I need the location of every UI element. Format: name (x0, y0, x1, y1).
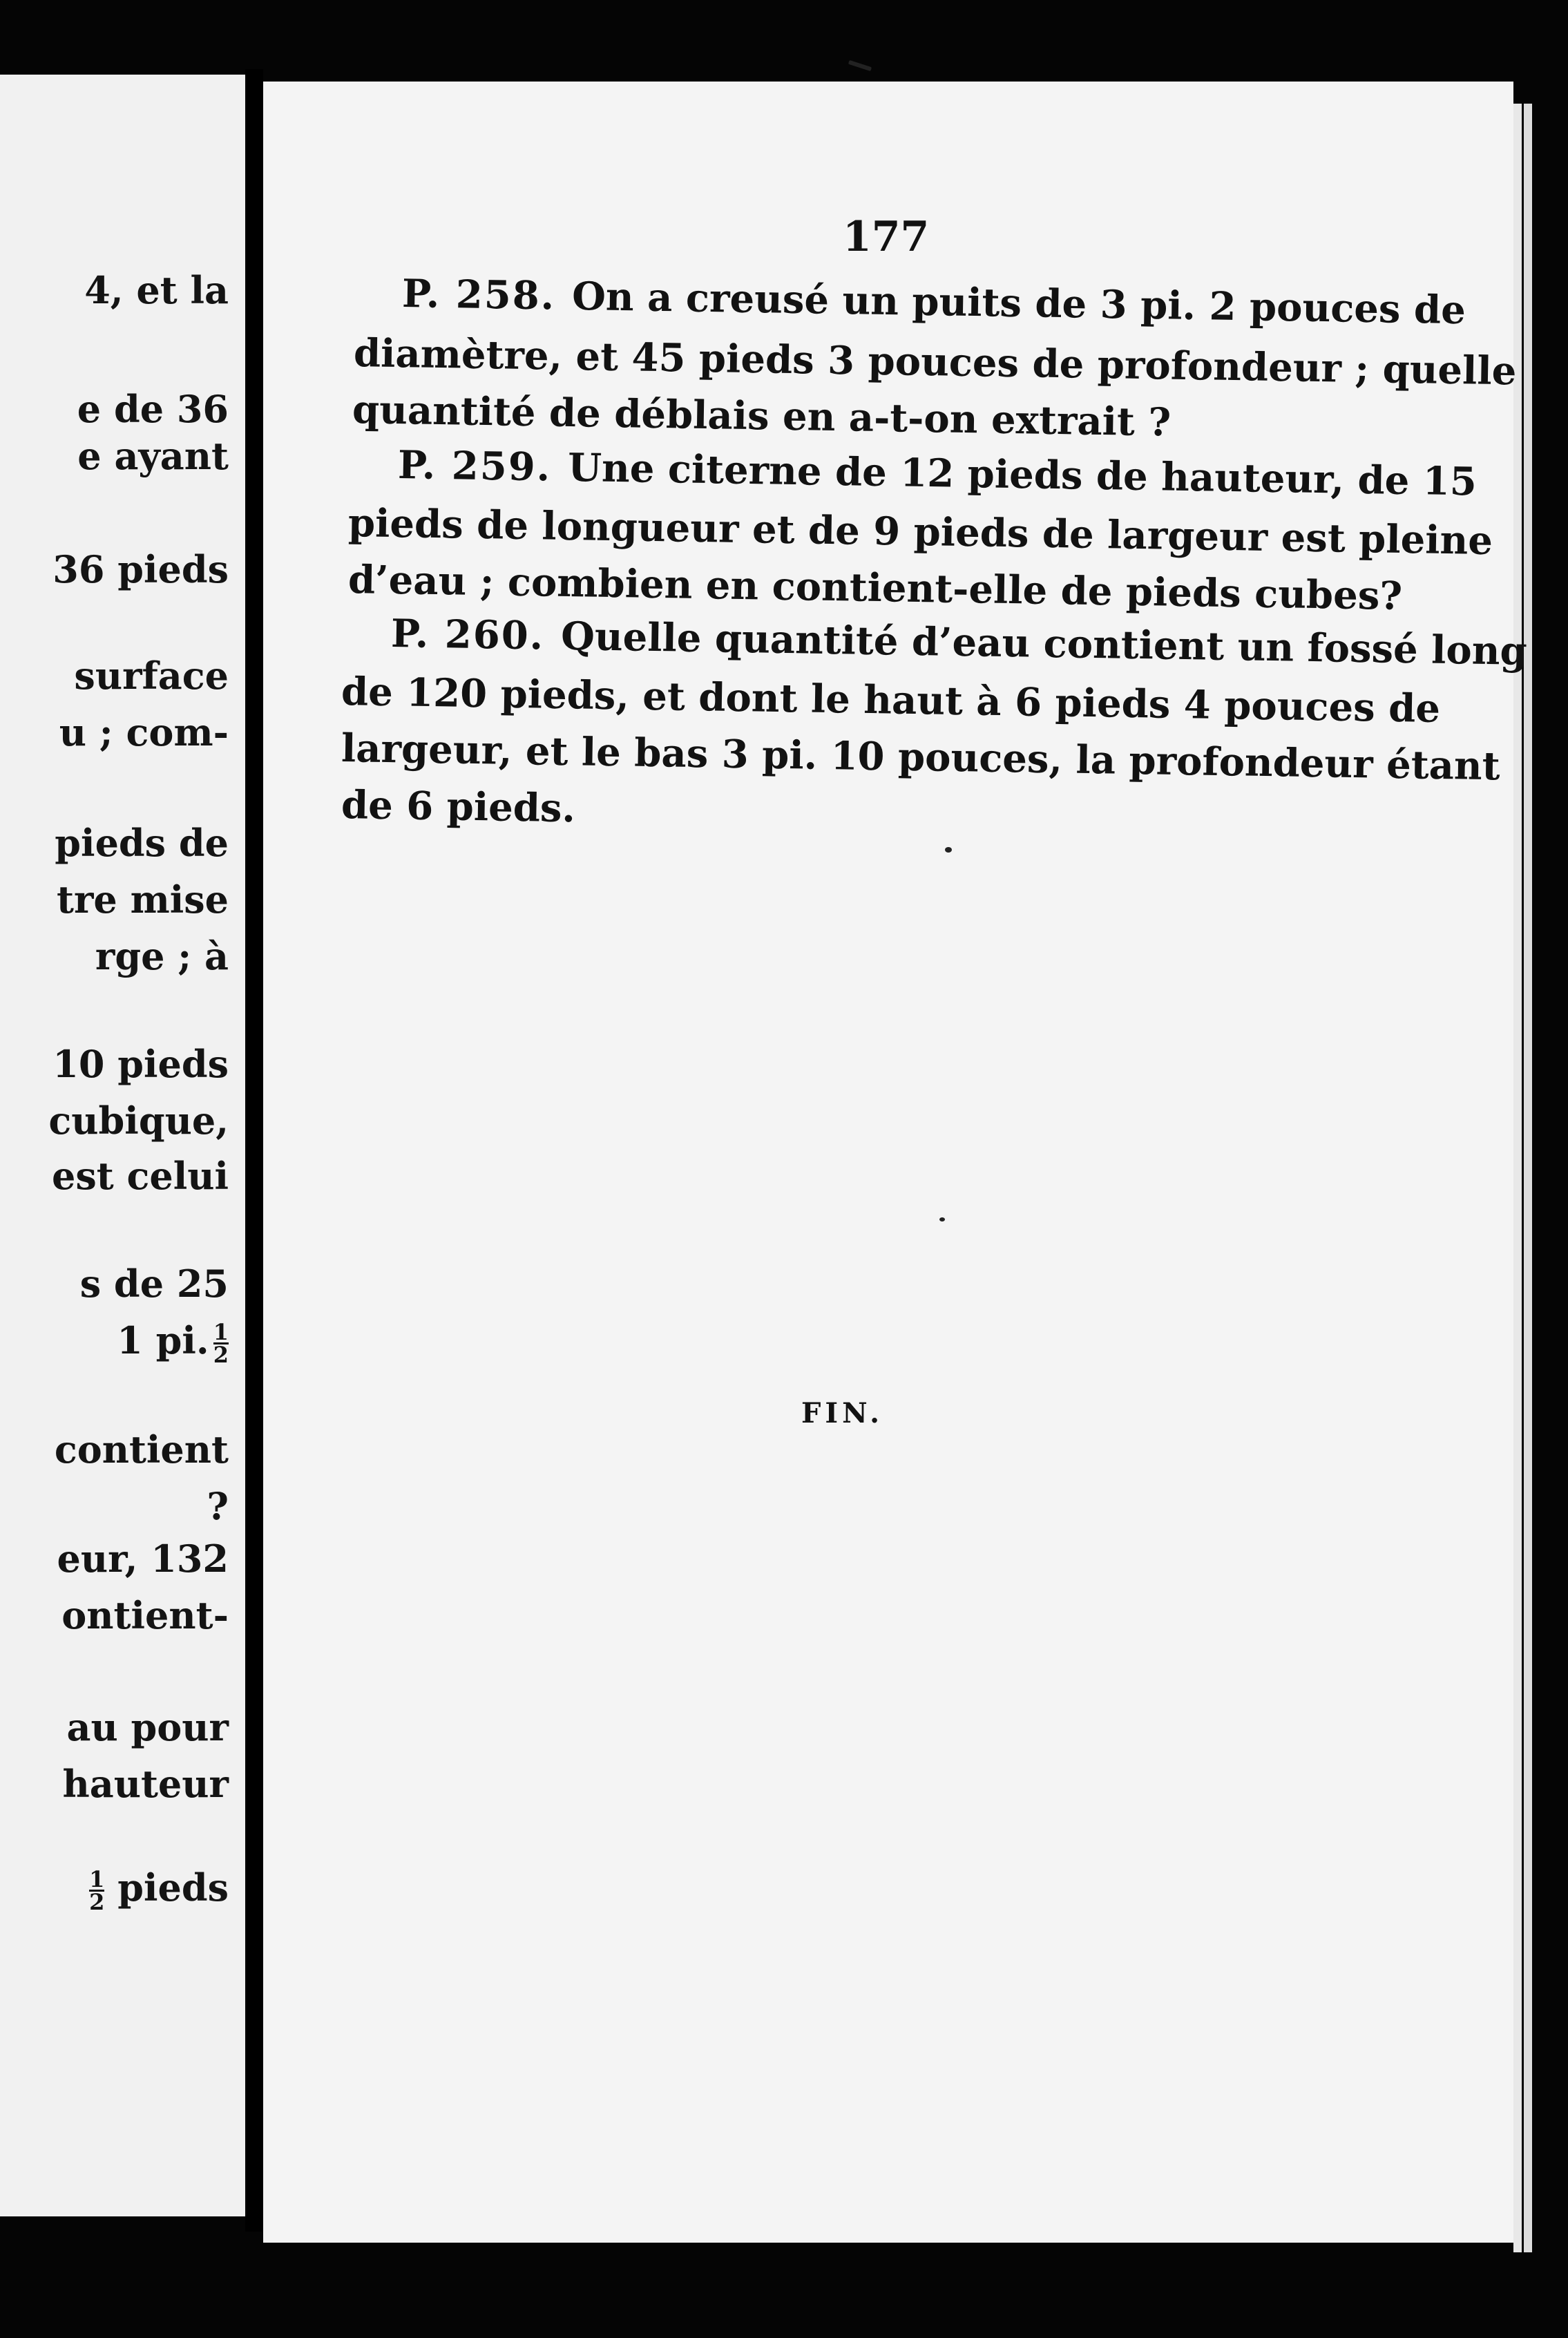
problem-259-line-1: P. 259. Une citerne de 12 pieds de hauteur, de 15 (397, 442, 1478, 505)
left-page-line: 36 pieds (52, 547, 229, 591)
scan-speck (848, 60, 872, 71)
left-page-line: surface (74, 654, 229, 698)
left-page-line: e de 36 (77, 387, 229, 431)
book-gutter (245, 69, 263, 2232)
left-page-text: pieds (117, 1865, 229, 1910)
problem-label: P. 259. (397, 442, 552, 491)
page-edge (1524, 104, 1532, 2252)
left-page-line: ontient- (61, 1593, 229, 1637)
problem-258-line-1: P. 258. On a creusé un puits de 3 pi. 2 pouces de (401, 271, 1466, 334)
left-page-line: cubique, (48, 1099, 229, 1143)
left-page-line: tre mise (57, 877, 229, 922)
scan-speck (939, 1217, 945, 1222)
half-fraction: $\frac{1}{2}$ (213, 1319, 229, 1369)
left-page-line: e ayant (77, 434, 229, 478)
problem-258-line-2: diamètre, et 45 pieds 3 pouces de profondeur ; quelle (353, 330, 1517, 395)
left-page-line: hauteur (62, 1762, 229, 1806)
page-number: 177 (843, 213, 930, 261)
left-page-line: au pour (66, 1705, 229, 1749)
problem-260-line-4: de 6 pieds. (341, 782, 576, 832)
problem-260-line-1: P. 260. Quelle quantité d’eau contient un fossé long (390, 611, 1528, 674)
problem-label: P. 260. (390, 611, 545, 659)
half-fraction: $\frac{1}{2}$ (89, 1866, 105, 1916)
page-edge (1513, 104, 1522, 2252)
problem-259-line-3: d’eau ; combien en contient-elle de pieds cubes? (347, 557, 1403, 619)
left-page-line: s de 25 (79, 1262, 229, 1306)
problem-label: P. 258. (401, 271, 556, 319)
left-page-line: contient (54, 1427, 229, 1472)
left-page-line: pieds de (55, 821, 229, 865)
left-page-line: 4, et la (84, 268, 229, 312)
previous-page-fragment (0, 75, 245, 2216)
problem-259-line-2: pieds de longueur et de 9 pieds de largeur est pleine (347, 500, 1493, 564)
left-page-text: 1 pi. (117, 1318, 209, 1362)
left-page-line: u ; com- (59, 710, 229, 754)
left-page-line: 10 pieds (52, 1042, 229, 1086)
left-page-line: eur, 132 (57, 1537, 229, 1581)
left-page-line: ? (207, 1484, 229, 1528)
problem-260-line-3: largeur, et le bas 3 pi. 10 pouces, la profondeur étant (341, 725, 1501, 790)
left-page-line: est celui (51, 1154, 229, 1198)
left-page-line: rge ; à (95, 934, 229, 978)
left-page-line (117, 1318, 229, 1369)
scan-speck (945, 847, 952, 853)
left-page-line (85, 1865, 229, 1916)
problem-260-line-2: de 120 pieds, et dont le haut à 6 pieds 4 pouces de (341, 669, 1441, 732)
problem-258-line-3: quantité de déblais en a-t-on extrait ? (352, 387, 1172, 446)
end-mark: FIN. (801, 1397, 884, 1429)
